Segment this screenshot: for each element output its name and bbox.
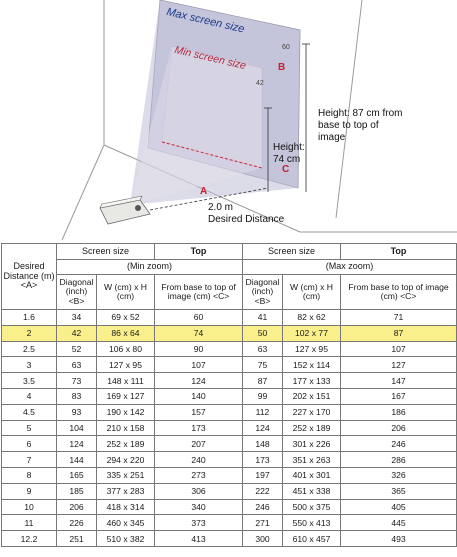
table-cell: 493 (341, 531, 457, 547)
table-cell: 8 (2, 467, 57, 483)
table-cell: 11 (2, 515, 57, 531)
table-cell: 147 (341, 373, 457, 389)
table-cell: 73 (57, 373, 97, 389)
table-cell: 177 x 133 (283, 373, 341, 389)
header-min-zoom: (Min zoom) (57, 260, 243, 275)
table-cell: 294 x 220 (97, 452, 155, 468)
table-cell: 52 (57, 341, 97, 357)
table-cell: 6 (2, 436, 57, 452)
table-cell: 86 x 64 (97, 325, 155, 341)
table-row (2, 388, 457, 404)
table-cell: 127 x 95 (97, 357, 155, 373)
table-cell: 252 x 189 (283, 420, 341, 436)
projection-distance-table (1, 243, 457, 547)
table-cell: 71 (341, 310, 457, 326)
table-cell: 273 (155, 467, 243, 483)
table-cell: 140 (155, 388, 243, 404)
table-cell: 351 x 263 (283, 452, 341, 468)
header-diagonal-max: Diagonal (inch) <B> (243, 275, 283, 310)
table-cell: 124 (243, 420, 283, 436)
projector-lens (135, 205, 141, 211)
table-cell: 50 (243, 325, 283, 341)
max-diagonal-value: 60 (282, 44, 290, 51)
table-row (2, 373, 457, 389)
max-screen-label: Max screen size (165, 6, 246, 36)
table-cell: 83 (57, 388, 97, 404)
table-row (2, 341, 457, 357)
table-cell: 173 (243, 452, 283, 468)
table-cell: 202 x 151 (283, 388, 341, 404)
table-cell: 90 (155, 341, 243, 357)
table-cell: 413 (155, 531, 243, 547)
table-cell: 227 x 170 (283, 404, 341, 420)
header-wxh-min: W (cm) x H (cm) (97, 275, 155, 310)
table-cell: 12.2 (2, 531, 57, 547)
distance-label (208, 202, 284, 226)
table-cell: 3 (2, 357, 57, 373)
table-cell: 190 x 142 (97, 404, 155, 420)
header-screen-size-min: Screen size (57, 244, 155, 260)
table-cell: 550 x 413 (283, 515, 341, 531)
table-cell: 93 (57, 404, 97, 420)
table-cell: 365 (341, 483, 457, 499)
table-cell: 75 (243, 357, 283, 373)
table-cell: 3.5 (2, 373, 57, 389)
table-cell: 460 x 345 (97, 515, 155, 531)
table-row (2, 404, 457, 420)
table-row (2, 515, 457, 531)
table-cell: 335 x 251 (97, 467, 155, 483)
header-diagonal-min: Diagonal (inch) <B> (57, 275, 97, 310)
table-cell: 301 x 226 (283, 436, 341, 452)
table-cell: 74 (155, 325, 243, 341)
table-row (2, 531, 457, 547)
label-a: A (200, 186, 208, 197)
table-cell: 405 (341, 499, 457, 515)
table-cell: 173 (155, 420, 243, 436)
table-cell: 418 x 314 (97, 499, 155, 515)
table-cell: 127 x 95 (283, 341, 341, 357)
table-row (2, 436, 457, 452)
table-cell: 185 (57, 483, 97, 499)
header-max-zoom: (Max zoom) (243, 260, 457, 275)
table-cell: 300 (243, 531, 283, 547)
wall-left-edge (62, 0, 104, 240)
table-cell: 2.5 (2, 341, 57, 357)
table-cell: 104 (57, 420, 97, 436)
header-top-max: Top (341, 244, 457, 260)
table-cell: 206 (57, 499, 97, 515)
table-row (2, 420, 457, 436)
table-cell: 152 x 114 (283, 357, 341, 373)
height-min-label: Height: 74 cm (273, 142, 305, 165)
table-row (2, 310, 457, 326)
table-cell: 326 (341, 467, 457, 483)
table-cell: 102 x 77 (283, 325, 341, 341)
table-row (2, 452, 457, 468)
table-cell: 451 x 338 (283, 483, 341, 499)
table-cell: 246 (243, 499, 283, 515)
table-cell: 107 (341, 341, 457, 357)
table-cell: 4 (2, 388, 57, 404)
table-cell: 60 (155, 310, 243, 326)
table-cell: 124 (155, 373, 243, 389)
table-cell: 207 (155, 436, 243, 452)
table-cell: 41 (243, 310, 283, 326)
table-cell: 124 (57, 436, 97, 452)
table-cell: 246 (341, 436, 457, 452)
table-cell: 63 (243, 341, 283, 357)
table-cell: 107 (155, 357, 243, 373)
table-cell: 286 (341, 452, 457, 468)
table-cell: 500 x 375 (283, 499, 341, 515)
table-cell: 148 x 111 (97, 373, 155, 389)
header-wxh-max: W (cm) x H (cm) (283, 275, 341, 310)
table-cell: 7 (2, 452, 57, 468)
table-cell: 445 (341, 515, 457, 531)
table-cell: 186 (341, 404, 457, 420)
table-cell: 1.6 (2, 310, 57, 326)
projection-diagram (0, 0, 457, 240)
header-from-base-min: From base to top of image (cm) <C> (155, 275, 243, 310)
table-cell: 510 x 382 (97, 531, 155, 547)
table-row (2, 483, 457, 499)
table-cell: 99 (243, 388, 283, 404)
table-cell: 42 (57, 325, 97, 341)
table-cell: 226 (57, 515, 97, 531)
table-cell: 251 (57, 531, 97, 547)
label-b: B (278, 62, 286, 73)
table-cell: 34 (57, 310, 97, 326)
distance-value: 2.0 m (208, 202, 234, 213)
table-row (2, 357, 457, 373)
table-cell: 169 x 127 (97, 388, 155, 404)
header-from-base-max: From base to top of image (cm) <C> (341, 275, 457, 310)
table-cell: 87 (243, 373, 283, 389)
table-cell: 10 (2, 499, 57, 515)
header-desired-distance: Desired Distance (m) <A> (2, 244, 57, 310)
table-cell: 112 (243, 404, 283, 420)
table-cell: 306 (155, 483, 243, 499)
table-cell: 206 (341, 420, 457, 436)
table-row (2, 325, 457, 341)
table-cell: 377 x 283 (97, 483, 155, 499)
table-cell: 197 (243, 467, 283, 483)
label-c: C (282, 164, 290, 175)
table-row (2, 467, 457, 483)
table-cell: 165 (57, 467, 97, 483)
table-cell: 610 x 457 (283, 531, 341, 547)
table-cell: 63 (57, 357, 97, 373)
min-screen-label: Min screen size (173, 44, 248, 73)
table-cell: 148 (243, 436, 283, 452)
table-cell: 127 (341, 357, 457, 373)
table-cell: 271 (243, 515, 283, 531)
table-cell: 252 x 189 (97, 436, 155, 452)
table-cell: 401 x 301 (283, 467, 341, 483)
distance-caption: Desired Distance (208, 214, 285, 225)
table-cell: 82 x 62 (283, 310, 341, 326)
table-cell: 5 (2, 420, 57, 436)
table-cell: 69 x 52 (97, 310, 155, 326)
table-cell: 340 (155, 499, 243, 515)
table-cell: 167 (341, 388, 457, 404)
table-cell: 240 (155, 452, 243, 468)
table-cell: 87 (341, 325, 457, 341)
table-cell: 9 (2, 483, 57, 499)
height-max-label: Height: 87 cm from base to top of image (318, 108, 403, 143)
header-screen-size-max: Screen size (243, 244, 341, 260)
header-top-min: Top (155, 244, 243, 260)
table-cell: 2 (2, 325, 57, 341)
table-row (2, 499, 457, 515)
table-cell: 222 (243, 483, 283, 499)
table-cell: 157 (155, 404, 243, 420)
table-cell: 144 (57, 452, 97, 468)
table-cell: 210 x 158 (97, 420, 155, 436)
table-cell: 4.5 (2, 404, 57, 420)
min-diagonal-value: 42 (256, 80, 264, 87)
table-body (2, 310, 457, 547)
table-cell: 106 x 80 (97, 341, 155, 357)
table-cell: 373 (155, 515, 243, 531)
